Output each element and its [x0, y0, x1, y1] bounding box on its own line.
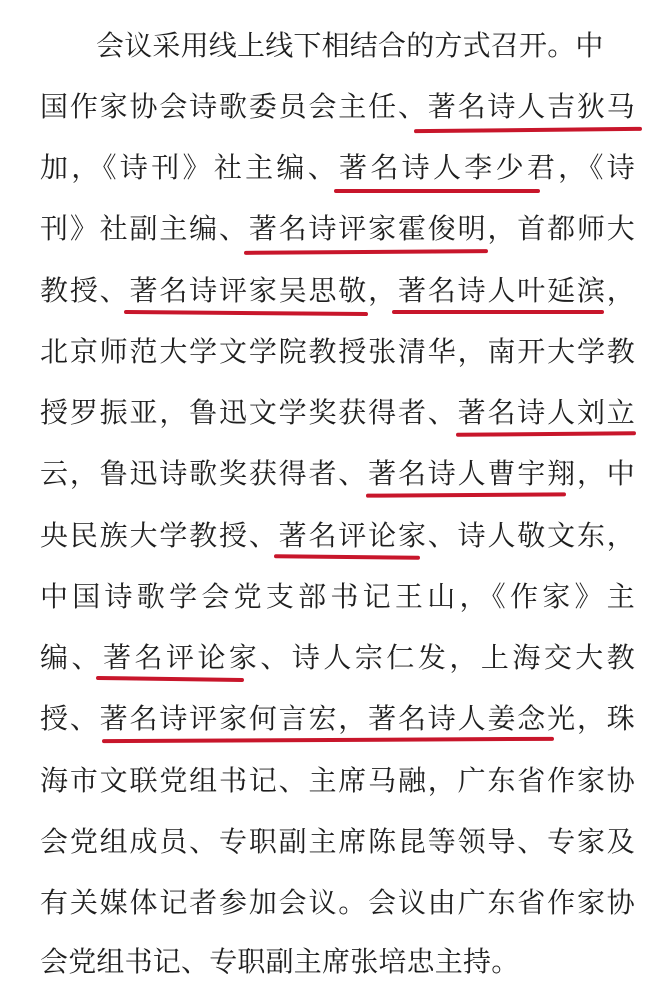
- highlight-underline: [244, 249, 488, 255]
- text-line-6: 北京师范大学文学院教授张清华，南开大学教: [40, 335, 635, 368]
- text-line-16: 会党组书记、专职副主席张培忠主持。: [40, 945, 520, 978]
- text-line-4: 刊》社副主编、著名诗评家霍俊明，首都师大: [40, 212, 635, 245]
- text-line-13: 海市文联党组书记、主席马融，广东省作家协: [40, 764, 635, 797]
- text-line-12: 授、著名诗评家何言宏，著名诗人姜念光，珠: [40, 702, 635, 735]
- highlight-underline: [334, 189, 540, 193]
- highlight-underline: [96, 676, 244, 682]
- text-line-11: 编、著名评论家、诗人宗仁发，上海交大教: [40, 641, 635, 674]
- highlight-underline: [456, 431, 636, 437]
- text-line-15: 有关媒体记者参加会议。会议由广东省作家协: [40, 886, 635, 919]
- highlight-underline: [124, 310, 368, 316]
- text-line-10: 中国诗歌学会党支部书记王山，《作家》主: [40, 580, 635, 613]
- text-line-9: 央民族大学教授、著名评论家、诗人敬文东，: [40, 519, 635, 552]
- highlight-underline: [366, 492, 566, 497]
- text-line-2: 国作家协会诗歌委员会主任、著名诗人吉狄马: [40, 90, 635, 123]
- highlight-underline: [414, 127, 642, 133]
- text-line-3: 加，《诗刊》社主编、著名诗人李少君，《诗: [40, 151, 635, 184]
- text-line-7: 授罗振亚，鲁迅文学奖获得者、著名诗人刘立: [40, 396, 635, 429]
- text-line-8: 云，鲁迅诗歌奖获得者、著名诗人曹宇翔，中: [40, 457, 635, 490]
- highlight-underline: [274, 554, 420, 560]
- text-line-5: 教授、著名诗评家吴思敬，著名诗人叶延滨，: [40, 274, 635, 307]
- text-line-1: 会议采用线上线下相结合的方式召开。中: [96, 29, 604, 62]
- text-line-14: 会党组成员、专职副主席陈昆等领导、专家及: [40, 825, 635, 858]
- highlight-underline: [392, 310, 604, 314]
